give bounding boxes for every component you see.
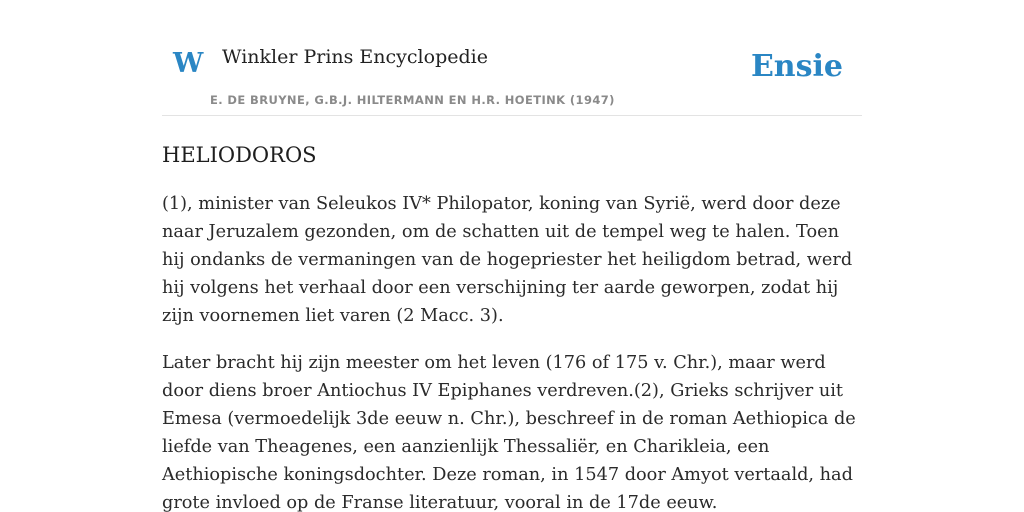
entry-paragraph: (1), minister van Seleukos IV* Philopator, koning van Syrië, werd door deze naar Jeruzalem gezonden, om de schatten uit de tempel weg te halen. Toen hij ondanks de vermaningen van de hogepriester het heiligdom betrad, werd hij volgens het verhaal door een verschijning ter aarde geworpen, zodat hij zijn voornemen liet varen (2 Macc. 3). — [162, 194, 853, 326]
encyclopedia-logo[interactable]: W — [173, 48, 204, 79]
page-header — [162, 0, 862, 116]
entry-content — [162, 140, 862, 512]
entry-paragraph: Later bracht hij zijn meester om het leven (176 of 175 v. Chr.), maar werd door diens broer Antiochus IV Epiphanes verdreven.(2), Grieks schrijver uit Emesa (vermoedelijk 3de eeuw n. Chr.), beschreef in de roman Aethiopica de liefde van Theagenes, een aanzienlijk Thessaliër, en Charikleia, een Aethiopische koningsdochter. Deze roman, in 1547 door Amyot vertaald, had grote invloed op de Franse literatuur, vooral in de 17de eeuw. — [162, 353, 856, 512]
publication-authors: E. DE BRUYNE, G.B.J. HILTERMANN EN H.R. HOETINK (1947) — [210, 93, 615, 107]
entry-title: HELIODOROS — [162, 143, 317, 167]
ensie-brand-logo[interactable]: Ensie — [750, 49, 843, 84]
publication-title[interactable]: Winkler Prins Encyclopedie — [222, 46, 488, 68]
